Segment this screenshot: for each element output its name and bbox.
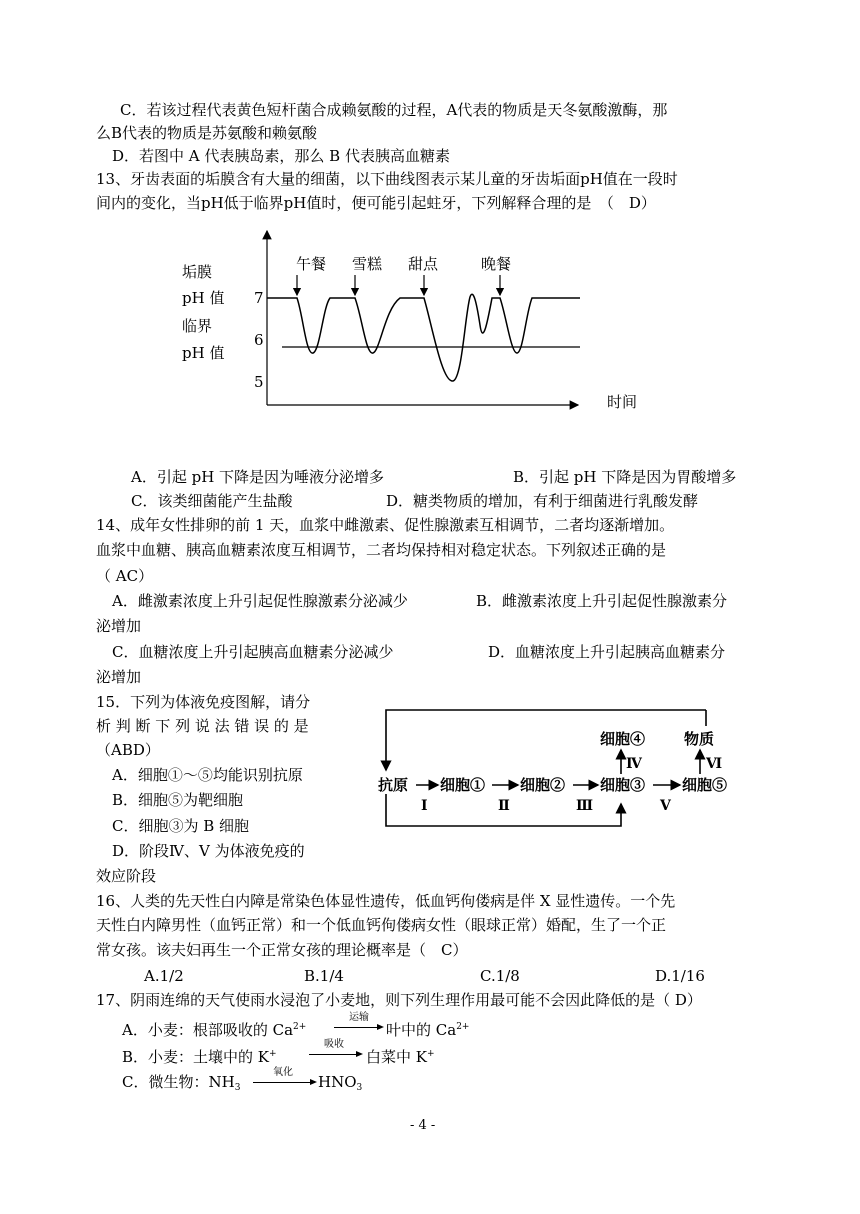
node-cell2: 细胞② <box>520 776 566 794</box>
stage-label-1: Ⅰ <box>421 798 428 814</box>
q17-option-c <box>122 1072 240 1098</box>
q13-option-d: D．糖类物质的增加，有利于细菌进行乳酸发酵 <box>386 492 699 510</box>
event-label-icecream: 雪糕 <box>352 255 383 273</box>
q14-option-a: A．雌激素浓度上升引起促性腺激素分泌减少 <box>112 592 408 610</box>
y-label-ph: pH 值 <box>182 289 225 307</box>
q17-stem: 17、阴雨连绵的天气使雨水浸泡了小麦地，则下列生理作用最可能不会因此降低的是（ D） <box>96 991 702 1009</box>
q14-option-d-line1: D．血糖浓度上升引起胰高血糖素分 <box>488 643 726 661</box>
q17-option-b <box>122 1044 277 1067</box>
q16-option-b: B.1/4 <box>304 967 344 985</box>
top-feedback-line <box>386 710 706 770</box>
q17-b-suffix: 白菜中 K <box>366 1048 427 1066</box>
q17-a-prefix: A．小麦：根部吸收的 Ca <box>122 1021 294 1039</box>
q15-option-c: C．细胞③为 B 细胞 <box>112 817 250 835</box>
q13-option-b: B．引起 pH 下降是因为胃酸增多 <box>513 468 737 486</box>
q14-option-b-line2: 泌增加 <box>96 617 142 635</box>
q17-b-ion-charge: + <box>269 1049 277 1059</box>
q16-option-a: A.1/2 <box>144 967 184 985</box>
q17-c-target <box>318 1072 362 1098</box>
q14-option-d-line2: 泌增加 <box>96 668 142 686</box>
q17-a-target-charge: 2+ <box>456 1022 470 1032</box>
q13-stem-line2: 间内的变化，当pH低于临界pH值时，便可能引起蛀牙，下列解释合理的是 （ D） <box>96 194 656 212</box>
node-cell5: 细胞⑤ <box>682 776 728 794</box>
page-number: - 4 - <box>410 1118 436 1133</box>
stage-label-6: Ⅵ <box>706 756 723 772</box>
q16-option-d: D.1/16 <box>655 967 705 985</box>
event-label-lunch: 午餐 <box>296 255 327 273</box>
stage-label-3: Ⅲ <box>576 798 594 814</box>
node-antigen: 抗原 <box>378 776 409 794</box>
q12-option-c-line2: 么B代表的物质是苏氨酸和赖氨酸 <box>96 124 318 142</box>
y-label-critical-ph: pH 值 <box>182 344 225 362</box>
q14-stem-line3: （ AC） <box>96 567 154 585</box>
q16-stem-line3: 常女孩。该夫妇再生一个正常女孩的理论概率是（ C） <box>96 941 468 959</box>
x-label-time: 时间 <box>607 393 638 411</box>
q15-option-a: A．细胞①～⑤均能识别抗原 <box>112 766 303 784</box>
y-tick-6: 6 <box>254 331 264 349</box>
ph-curve <box>267 294 580 381</box>
q17-b-target-charge: + <box>426 1049 435 1059</box>
q17-b-prefix: B．小麦：土壤中的 K <box>122 1048 269 1066</box>
q15-stem-line3: （ABD） <box>96 741 160 759</box>
q17-b-arrow-line <box>309 1054 357 1055</box>
q16-option-c: C.1/8 <box>480 967 520 985</box>
ph-line-chart <box>170 225 670 425</box>
q14-stem-line2: 血浆中血糖、胰高血糖素浓度互相调节，二者均保持相对稳定状态。下列叙述正确的是 <box>96 541 667 559</box>
q17-a-suffix: 叶中的 Ca <box>386 1021 457 1039</box>
q13-option-a: A．引起 pH 下降是因为唾液分泌增多 <box>131 468 385 486</box>
q13-stem-line1: 13、牙齿表面的垢膜含有大量的细菌，以下曲线图表示某儿童的牙齿垢面pH值在一段时 <box>96 170 678 188</box>
q17-c-arrow-head <box>310 1079 317 1085</box>
q17-c-prefix: C．微生物：NH <box>122 1073 235 1091</box>
q13-option-c: C．该类细菌能产生盐酸 <box>131 492 293 510</box>
q12-option-c-line1: C．若该过程代表黄色短杆菌合成赖氨酸的过程，A代表的物质是天冬氨酸激酶，那 <box>120 101 668 119</box>
stage-label-5: Ⅴ <box>660 798 671 814</box>
q14-option-b-line1: B．雌激素浓度上升引起促性腺激素分 <box>476 592 728 610</box>
node-substance: 物质 <box>684 730 715 748</box>
q17-a-arrow-line <box>334 1027 378 1028</box>
q15-option-d-line1: D．阶段Ⅳ、V 为体液免疫的 <box>112 842 305 860</box>
q17-b-arrow-head <box>356 1051 363 1057</box>
event-label-dessert: 甜点 <box>408 255 439 273</box>
node-cell1: 细胞① <box>440 776 486 794</box>
y-label-plaque: 垢膜 <box>182 263 213 281</box>
q14-option-c: C．血糖浓度上升引起胰高血糖素分泌减少 <box>112 643 394 661</box>
q17-c-arrow-label: 氧化 <box>273 1067 293 1078</box>
q15-stem-line1: 15．下列为体液免疫图解，请分 <box>96 693 311 711</box>
q14-stem-line1: 14、成年女性排卵的前 1 天，血浆中雌激素、促性腺激素互相调节，二者均逐渐增加。 <box>96 516 675 534</box>
q17-c-arrow-line <box>253 1082 311 1083</box>
q16-stem-line1: 16、人类的先天性白内障是常染色体显性遗传，低血钙佝偻病是伴 X 显性遗传。一个先 <box>96 892 676 910</box>
q17-option-a <box>122 1017 306 1040</box>
stage-label-4: Ⅳ <box>626 756 642 772</box>
q15-option-d-line2: 效应阶段 <box>96 867 157 885</box>
node-cell4: 细胞④ <box>600 730 646 748</box>
q17-b-arrow-label: 吸收 <box>324 1039 344 1050</box>
q17-c-subscript: 3 <box>234 1083 241 1093</box>
q17-a-arrow-head <box>377 1024 384 1030</box>
q17-a-ion-charge: 2+ <box>293 1022 307 1032</box>
y-tick-7: 7 <box>254 289 264 307</box>
q17-a-target <box>386 1017 469 1040</box>
q16-stem-line2: 天性白内障男性（血钙正常）和一个低血钙佝偻病女性（眼球正常）婚配，生了一个正 <box>96 916 667 934</box>
q17-b-target <box>366 1044 435 1067</box>
q12-option-d: D．若图中 A 代表胰岛素，那么 B 代表胰高血糖素 <box>112 147 450 165</box>
stage-label-2: Ⅱ <box>498 798 510 814</box>
q17-c-target-subscript: 3 <box>356 1083 363 1093</box>
q15-stem-line2: 析 判 断 下 列 说 法 错 误 的 是 <box>96 717 309 735</box>
y-label-critical: 临界 <box>182 317 213 335</box>
q17-a-arrow-label: 运输 <box>349 1012 369 1023</box>
q15-option-b: B．细胞⑤为靶细胞 <box>112 791 244 809</box>
q17-c-suffix: HNO <box>318 1073 357 1091</box>
humoral-immunity-diagram <box>378 706 738 836</box>
y-tick-5: 5 <box>254 373 264 391</box>
node-cell3: 细胞③ <box>600 776 646 794</box>
event-label-dinner: 晚餐 <box>481 255 512 273</box>
